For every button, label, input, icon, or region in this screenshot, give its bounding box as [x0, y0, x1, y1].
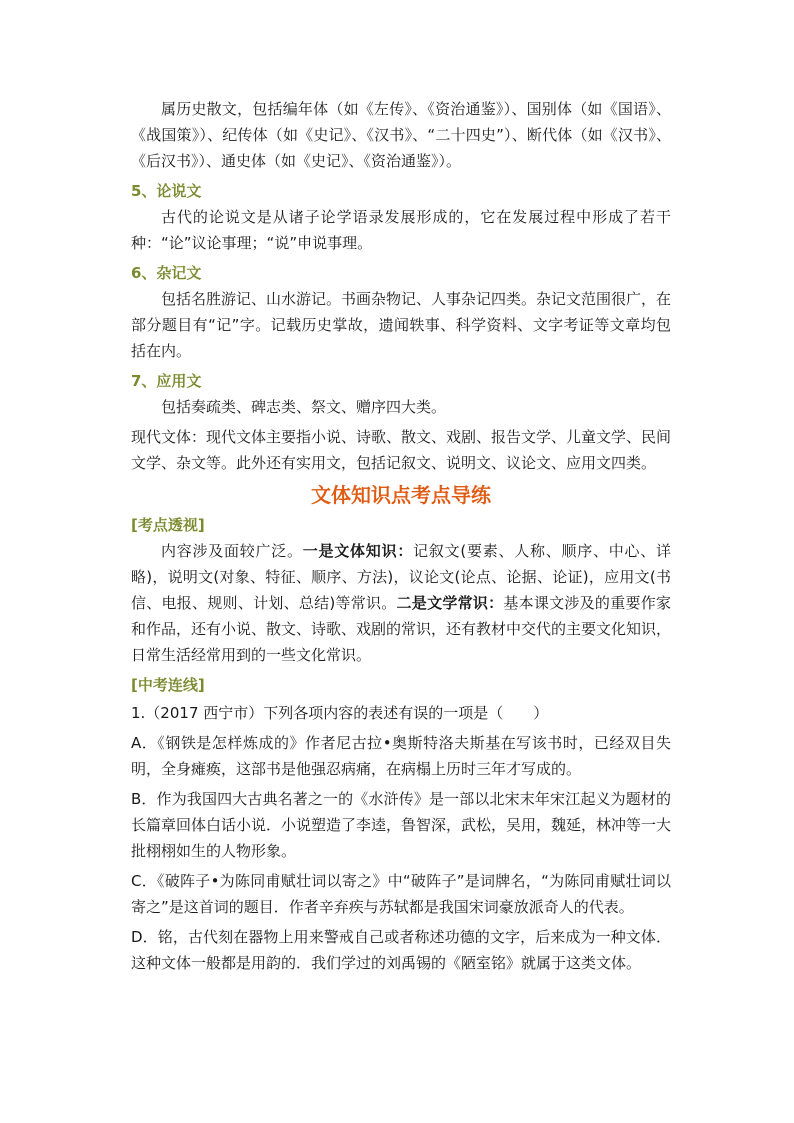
main-title: 文体知识点考点导练: [311, 483, 491, 507]
kaodian-paragraph: [131, 538, 671, 668]
section-heading: 7、应用文: [131, 372, 202, 390]
option-a: A．《钢铁是怎样炼成的》作者尼古拉•奥斯特洛夫斯基在写该书时，已经双目失明，全身瘫痪，这部书是他强忍病痛，在病榻上历时三年才写成的。: [131, 734, 671, 778]
section-zajiwen: [131, 260, 671, 364]
kaodian-text-1: 内容涉及面较广泛。: [161, 542, 303, 560]
section-text: 包括奏疏类、碑志类、祭文、赠序四大类。: [161, 398, 447, 416]
option-b: B．作为我国四大古典名著之一的《水浒传》是一部以北宋末年宋江起义为题材的长篇章回体白话小说．小说塑造了李逵，鲁智深，武松，吴用，魏延，林冲等一大批栩栩如生的人物形象。: [131, 790, 672, 860]
kaodian-bold-2: 二是文学常识：: [396, 594, 504, 612]
zhongkao-section: [131, 672, 671, 976]
section-heading: 6、杂记文: [131, 264, 202, 282]
section-lunshuowen: [131, 178, 671, 256]
kaodian-text-3: 基本课文涉及的重要作家和作品，还有小说、散文、诗歌、戏剧的常识，还有教材中交代的主要文化知识，日常生活经常用到的一些文化常识。: [131, 594, 672, 664]
section-text: 包括名胜游记、山水游记。书画杂物记、人事杂记四类。杂记文范围很广，在部分题目有“记”字。记载历史掌故，遗闻轶事、科学资料、文字考证等文章均包括在内。: [131, 290, 672, 360]
option-d: D．铭，古代刻在器物上用来警戒自己或者称述功德的文字，后来成为一种文体．这种文体一般都是用韵的．我们学过的刘禹锡的《陋室铭》就属于这类文体。: [131, 928, 671, 972]
section-heading: 5、论说文: [131, 182, 202, 200]
zhongkao-heading: [中考连线]: [131, 676, 205, 694]
section-yingyongwen: [131, 368, 671, 420]
option-c: C．《破阵子•为陈同甫赋壮词以寄之》中“破阵子”是词牌名，“为陈同甫赋壮词以寄之”是这首词的题目．作者辛弃疾与苏轼都是我国宋词豪放派奇人的代表。: [131, 872, 671, 916]
question-stem: 1.（2017 西宁市）下列各项内容的表述有误的一项是（ ）: [131, 704, 549, 722]
modern-genre-paragraph: 现代文体：现代文体主要指小说、诗歌、散文、戏剧、报告文学、儿童文学、民间文学、杂文等。此外还有实用文，包括记叙文、说明文、议论文、应用文四类。: [131, 428, 672, 472]
kaodian-bold-1: 一是文体知识：: [302, 542, 414, 560]
section-text: 古代的论说文是从诸子论学语录发展形成的，它在发展过程中形成了若干种：“论”议论事理；“说”申说事理。: [131, 208, 671, 252]
document-page: [131, 96, 671, 976]
kaodian-section: [131, 512, 671, 668]
kaodian-heading: [考点透视]: [131, 516, 205, 534]
intro-paragraph: 属历史散文，包括编年体（如《左传》、《资治通鉴》）、国别体（如《国语》、《战国策》）、纪传体（如《史记》、《汉书》、“二十四史”）、断代体（如《汉书》、《后汉书》）、通史体（如《史记》、《资治通鉴》）。: [131, 100, 671, 170]
kaodian-text-2: 记叙文(要素、人称、顺序、中心、详略)，说明文(对象、特征、顺序、方法)，议论文(论点、论据、论证)，应用文(书信、电报、规则、计划、总结)等常识。: [131, 542, 671, 612]
